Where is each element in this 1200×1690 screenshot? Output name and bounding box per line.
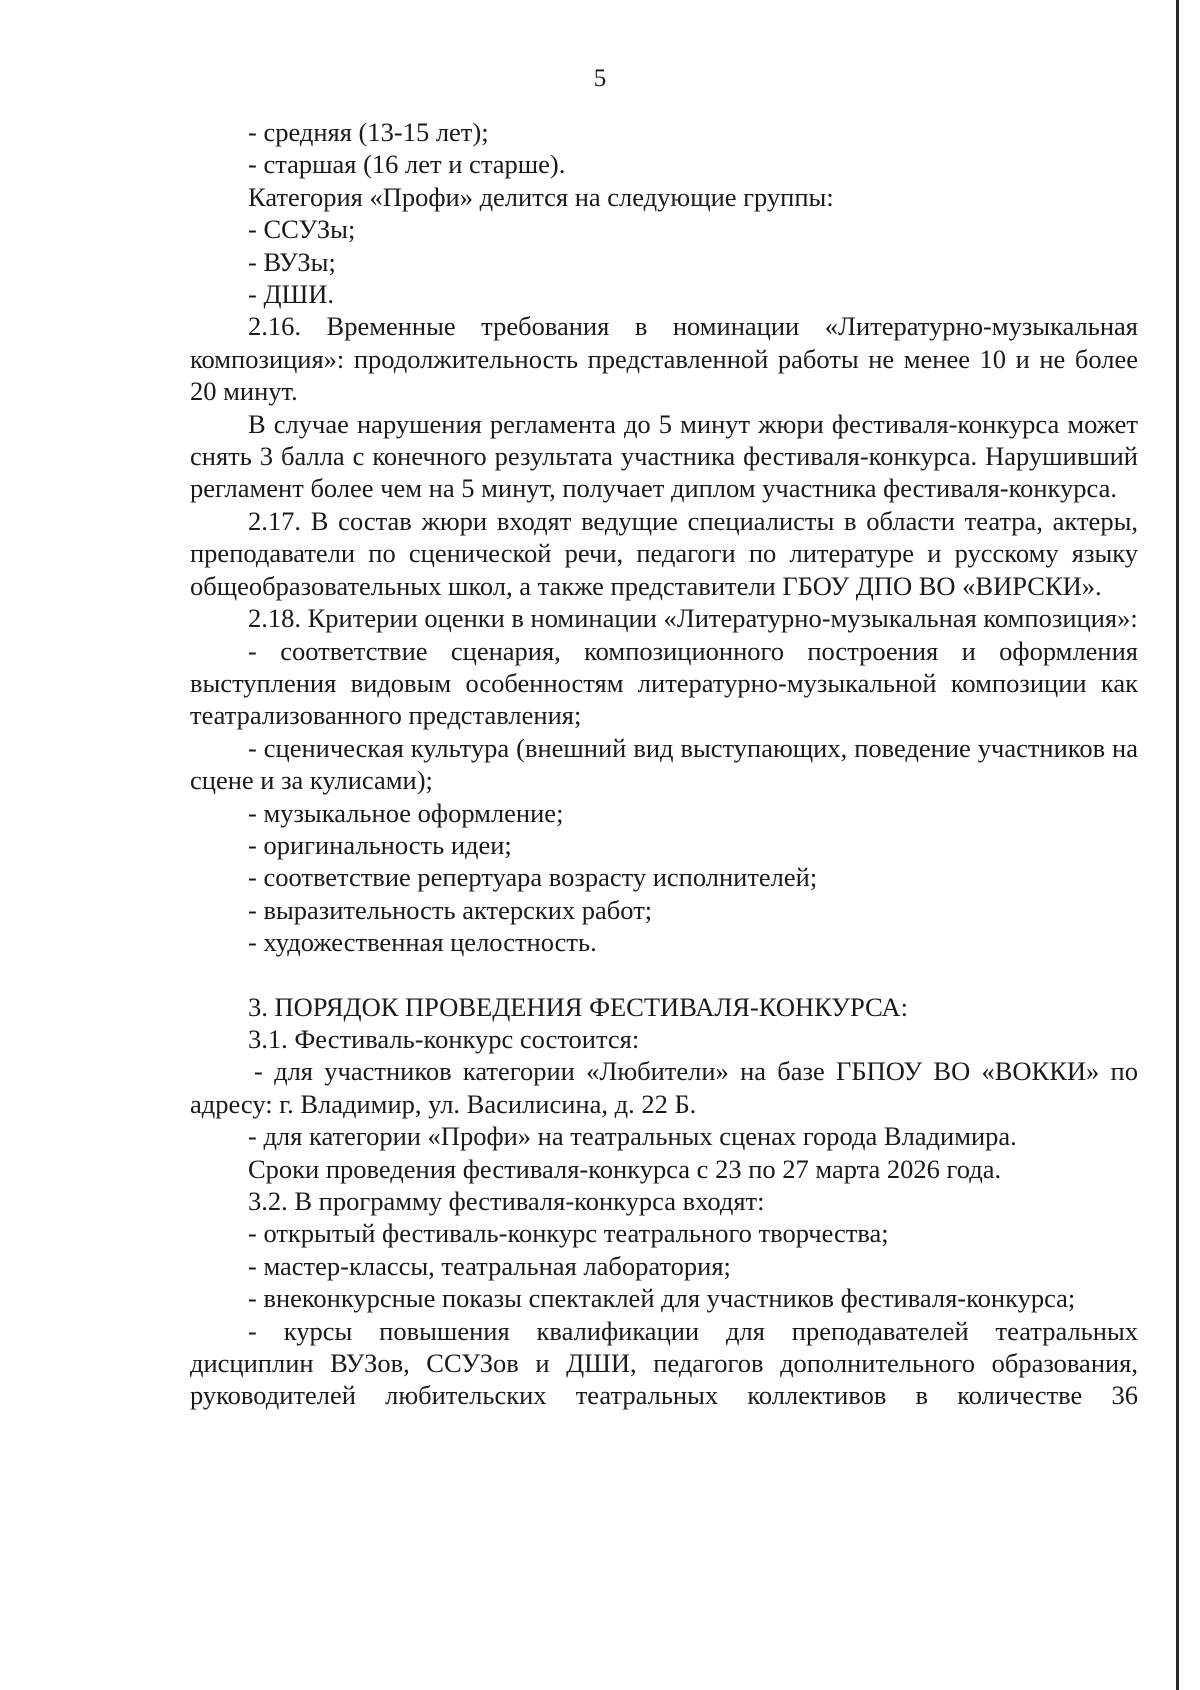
clause-3-2: 3.2. В программу фестиваля-конкурса входят: [248,1186,765,1216]
page-number: 5 [593,65,607,92]
criterion-item: - выразительность актерских работ; [248,894,653,925]
section-3-heading: 3. ПОРЯДОК ПРОВЕДЕНИЯ ФЕСТИВАЛЯ-КОНКУРСА: [248,991,908,1022]
criterion-item: - оригинальность идеи; [248,829,512,860]
festival-dates: Сроки проведения фестиваля-конкурса с 23 по 27 марта 2026 года. [248,1153,1002,1184]
clause-2-16-violation: В случае нарушения регламента до 5 минут жюри фестиваля-конкурса может снять 3 балла с конечного результата участника фестиваля-конкурса. Нарушивший регламент более чем на 5 минут, получает диплом участника фестиваля-конкурса. [190,408,1138,504]
group-ssuz: - ССУЗы; [248,214,356,245]
section-spacer [190,959,1138,991]
criterion-item: - соответствие репертуара возрасту исполнителей; [248,862,818,893]
age-group-middle: - средняя (13-15 лет); [248,117,489,147]
clause-2-17: 2.17. В состав жюри входят ведущие специалисты в области театра, актеры, преподаватели по сценической речи, педагоги по литературе и русскому языку общеобразовательных школ, а также представители ГБОУ ДПО ВО «ВИРСКИ». [190,505,1138,601]
clause-2-18-intro: 2.18. Критерии оценки в номинации «Литературно-музыкальная композиция»: [248,603,1138,634]
venue-amateurs: - для участников категории «Любители» на базе ГБПОУ ВО «ВОККИ» по адресу: г. Владимир, ул. Василисина, д. 22 Б. [190,1056,1138,1119]
scan-page-edge [1176,0,1179,1690]
program-item: - мастер-классы, театральная лаборатория; [248,1250,731,1281]
criterion-item: - сценическая культура (внешний вид выступающих, поведение участников на сцене и за кулисами); [190,732,1138,796]
age-group-senior: - старшая (16 лет и старше). [248,149,566,180]
criterion-item: - соответствие сценария, композиционного построения и оформления выступления видовым особенностям литературно-музыкальной композиции как театрализованного представления; [190,635,1138,731]
profi-groups-intro: Категория «Профи» делится на следующие группы: [248,181,834,212]
group-vuz: - ВУЗы; [248,246,336,277]
program-item-courses: - курсы повышения квалификации для преподавателей театральных дисциплин ВУЗов, ССУЗов и ДШИ, педагогов дополнительного образования, руководителей любительских театральных коллективов в количестве 36 [190,1315,1138,1411]
criterion-item: - музыкальное оформление; [248,797,564,828]
program-item: - внеконкурсные показы спектаклей для участников фестиваля-конкурса; [248,1283,1076,1314]
criterion-item: - художественная целостность. [248,927,597,958]
venue-profi: - для категории «Профи» на театральных сценах города Владимира. [248,1121,1017,1152]
clause-2-16: 2.16. Временные требования в номинации «Литературно-музыкальная композиция»: продолжительность представленной работы не менее 10 и не более 20 минут. [190,311,1138,407]
program-item: - открытый фестиваль-конкурс театрального творчества; [248,1218,889,1249]
clause-3-1: 3.1. Фестиваль-конкурс состоится: [248,1023,640,1054]
document-body [190,116,1138,1412]
group-dshi: - ДШИ. [248,279,335,310]
